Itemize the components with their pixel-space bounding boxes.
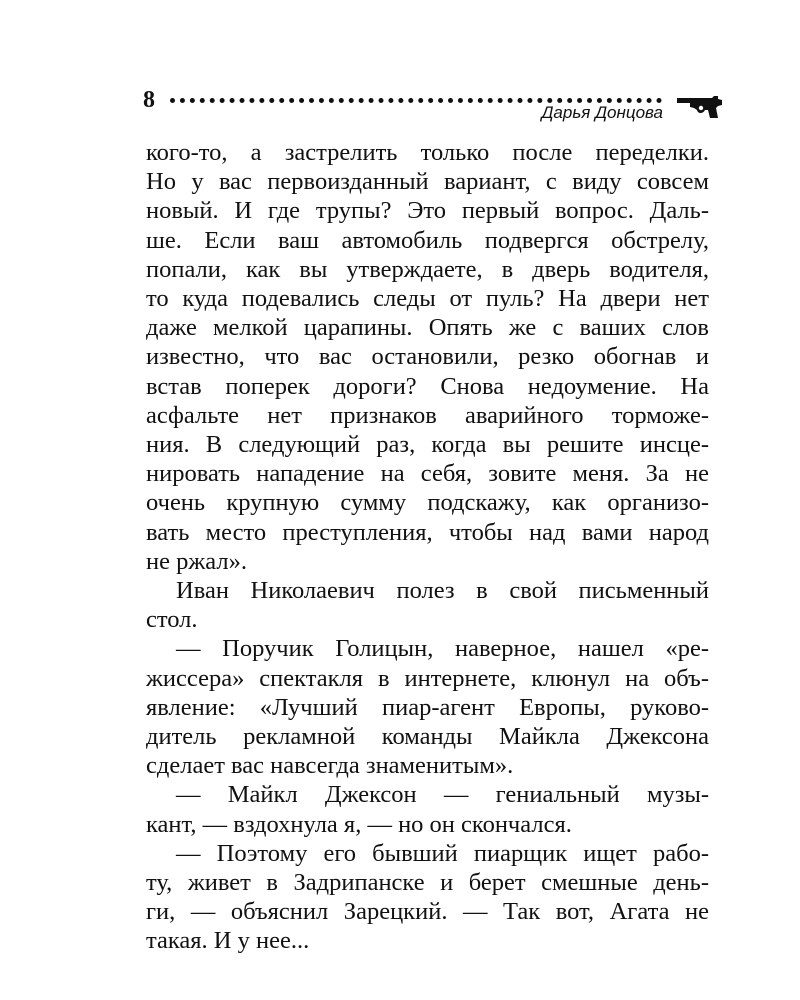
- text-line: стол.: [146, 606, 198, 634]
- text-line: кого-то, а застрелить только после переделки.: [146, 139, 709, 166]
- text-line: известно, что вас остановили, резко обогнав и: [146, 343, 709, 371]
- text-line: — Поручик Голицын, наверное, нашел «ре-: [176, 635, 709, 663]
- text-line: то куда подевались следы от пуль? На двери нет: [146, 285, 709, 313]
- body-text: [146, 138, 709, 956]
- text-line: даже мелкой царапины. Опять же с ваших слов: [146, 314, 709, 342]
- text-line: Но у вас первоизданный вариант, с виду совсем: [146, 168, 709, 196]
- text-line: ния. В следующий раз, когда вы решите инсце-: [146, 431, 709, 459]
- text-line: встав поперек дороги? Снова недоумение. На: [146, 372, 709, 400]
- text-line: сделает вас навсегда знаменитым».: [146, 752, 514, 780]
- pistol-icon: [676, 94, 724, 120]
- text-line: новый. И где трупы? Это первый вопрос. Даль-: [146, 197, 709, 225]
- text-line: ше. Если ваш автомобиль подвергся обстрелу,: [146, 226, 709, 254]
- text-line: дитель рекламной команды Майкла Джексона: [146, 723, 709, 751]
- text-line: такая. И у нее...: [146, 927, 310, 955]
- text-line: Иван Николаевич полез в свой письменный: [176, 577, 709, 605]
- text-line: ги, — объяснил Зарецкий. — Так вот, Агата не: [146, 898, 709, 926]
- text-line: жиссера» спектакля в интернете, клюнул на объ-: [146, 664, 709, 692]
- text-line: вать место преступления, чтобы над вами народ: [146, 518, 709, 546]
- text-line: очень крупную сумму подскажу, как организо-: [146, 489, 709, 517]
- running-author: Дарья Донцова: [541, 103, 663, 122]
- text-line: попали, как вы утверждаете, в дверь водителя,: [146, 255, 709, 283]
- text-line: не ржал».: [146, 547, 247, 575]
- text-line: кант, — вздохнула я, — но он скончался.: [146, 810, 572, 838]
- text-line: асфальте нет признаков аварийного торможе-: [146, 401, 709, 429]
- text-line: — Поэтому его бывший пиарщик ищет рабо-: [176, 839, 709, 867]
- page-number: 8: [143, 87, 155, 113]
- text-line: нировать нападение на себя, зовите меня. За не: [146, 460, 709, 488]
- text-line: ту, живет в Задрипанске и берет смешные день-: [146, 869, 709, 897]
- text-line: явление: «Лучший пиар-агент Европы, руково-: [146, 693, 709, 721]
- text-line: — Майкл Джексон — гениальный музы-: [176, 781, 709, 809]
